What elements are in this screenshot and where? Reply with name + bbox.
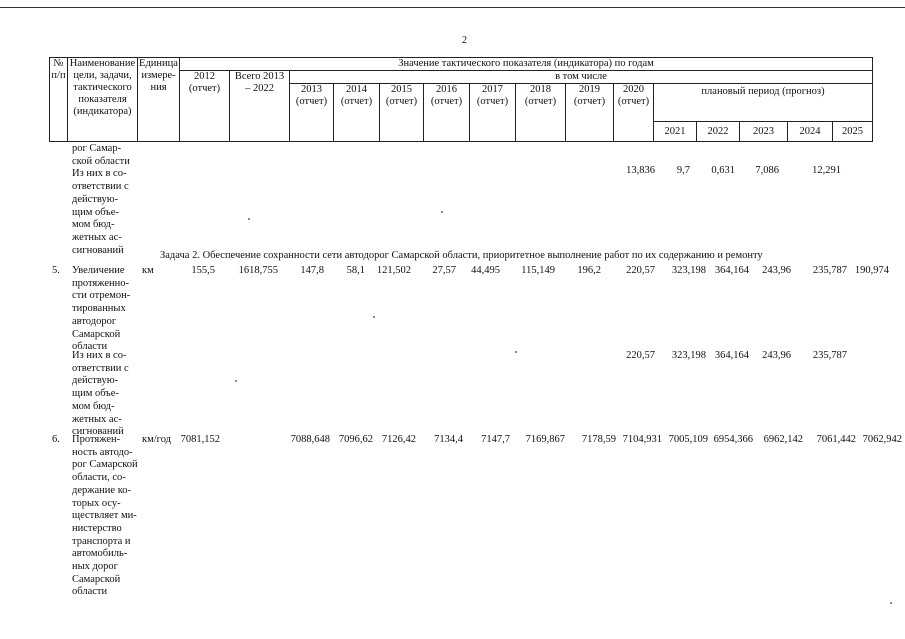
header-col-2017: 2017 (отчет) xyxy=(470,84,516,142)
row6-value-2019: 7178,59 xyxy=(581,434,616,445)
header-col-2018: 2018 (отчет) xyxy=(516,84,566,142)
header-col-2013: 2013 (отчет) xyxy=(290,84,334,142)
header-col-unit: Единица измере-ния xyxy=(138,58,180,142)
header-col-2025: 2025 xyxy=(833,122,873,142)
header-col-2012: 2012 (отчет) xyxy=(180,71,230,142)
cont-value-2020: 13,836 xyxy=(626,165,655,176)
scan-speck xyxy=(515,351,517,353)
indicator-table-header xyxy=(49,57,873,142)
row6-name: Протяжен- ность автодо- рог Самарской области, со- держание ко- торых осу- ществляет ми- нистерство транспорта и автомобиль- ных дорог Самарской области xyxy=(72,434,138,598)
header-col-2015: 2015 (отчет) xyxy=(380,84,424,142)
page-number: 2 xyxy=(462,35,467,46)
header-col-2023: 2023 xyxy=(740,122,788,142)
row5-sub-value-2020: 220,57 xyxy=(626,350,655,361)
header-col-total: Всего 2013 – 2022 xyxy=(230,71,290,142)
row5-sub-value-2024: 235,787 xyxy=(812,350,847,361)
scan-speck xyxy=(890,602,892,604)
cont-row-name: рог Самар- ской области Из них в со- ответствии с действую- щим объе- мом бюд- жетных ас- сигнований xyxy=(72,143,130,256)
row6-value-2023: 6962,142 xyxy=(763,434,803,445)
cont-value-2024: 12,291 xyxy=(812,165,841,176)
row5-number: 5. xyxy=(52,265,60,276)
row6-value-2024: 7061,442 xyxy=(816,434,856,445)
row6-value-2013: 7088,648 xyxy=(290,434,330,445)
header-col-2014: 2014 (отчет) xyxy=(334,84,380,142)
scan-speck xyxy=(441,211,443,213)
header-col-2016: 2016 (отчет) xyxy=(424,84,470,142)
header-including: в том числе xyxy=(290,71,873,84)
row6-value-2020: 7104,931 xyxy=(622,434,662,445)
row5-value-2022: 364,164 xyxy=(714,265,749,276)
row5-value-2015: 121,502 xyxy=(376,265,411,276)
cont-value-2022: 0,631 xyxy=(711,165,735,176)
row6-value-2018: 7169,867 xyxy=(525,434,565,445)
row5-value-2016: 27,57 xyxy=(432,265,456,276)
row5-value-2025: 190,974 xyxy=(854,265,889,276)
row5-value-2021: 323,198 xyxy=(671,265,706,276)
scan-speck xyxy=(235,380,237,382)
row5-value-2018: 115,149 xyxy=(521,265,555,276)
row5-unit: км xyxy=(142,265,154,276)
row6-value-2022: 6954,366 xyxy=(713,434,753,445)
header-col-2020: 2020 (отчет) xyxy=(614,84,654,142)
cont-value-2023: 7,086 xyxy=(755,165,779,176)
row6-value-2012: 7081,152 xyxy=(180,434,220,445)
row5-value-2012: 155,5 xyxy=(191,265,215,276)
cont-value-2021: 9,7 xyxy=(676,165,690,176)
task-2-heading: Задача 2. Обеспечение сохранности сети автодорог Самарской области, приоритетное выполнение работ по их содержанию и ремонту xyxy=(160,250,763,261)
row5-value-total: 1618,755 xyxy=(238,265,278,276)
row6-value-2017: 7147,7 xyxy=(481,434,510,445)
row5-value-2013: 147,8 xyxy=(300,265,324,276)
header-values-title: Значение тактического показателя (индикатора) по годам xyxy=(180,58,873,71)
header-col-number: № п/п xyxy=(50,58,68,142)
row5-sub-value-2021: 323,198 xyxy=(671,350,706,361)
header-col-2024: 2024 xyxy=(788,122,833,142)
row5-value-2023: 243,96 xyxy=(762,265,791,276)
row6-unit: км/год xyxy=(142,434,171,445)
row5-sub-value-2023: 243,96 xyxy=(762,350,791,361)
header-col-2019: 2019 (отчет) xyxy=(566,84,614,142)
header-col-name: Наименование цели, задачи, тактического показателя (индикатора) xyxy=(68,58,138,142)
row5-value-2019: 196,2 xyxy=(577,265,601,276)
row5-value-2020: 220,57 xyxy=(626,265,655,276)
row5-sub-value-2022: 364,164 xyxy=(714,350,749,361)
scan-border-line xyxy=(0,7,905,8)
row5-sub-name: Из них в со- ответствии с действую- щим объе- мом бюд- жетных ас- сигнований xyxy=(72,350,129,438)
row6-value-2016: 7134,4 xyxy=(434,434,463,445)
scan-speck xyxy=(248,218,250,220)
row5-value-2014: 58,1 xyxy=(346,265,365,276)
row5-value-2017: 44,495 xyxy=(471,265,500,276)
scan-speck xyxy=(373,316,375,318)
row5-name: Увеличение протяженно- сти отремон- тированных автодорог Самарской области xyxy=(72,265,131,353)
row6-number: 6. xyxy=(52,434,60,445)
header-col-2022: 2022 xyxy=(697,122,740,142)
row6-value-2015: 7126,42 xyxy=(381,434,416,445)
header-col-2021: 2021 xyxy=(654,122,697,142)
row6-value-2025: 7062,942 xyxy=(862,434,902,445)
row5-value-2024: 235,787 xyxy=(812,265,847,276)
row6-value-2014: 7096,62 xyxy=(338,434,373,445)
row6-value-2021: 7005,109 xyxy=(668,434,708,445)
header-planned-period: плановый период (прогноз) xyxy=(654,84,873,122)
